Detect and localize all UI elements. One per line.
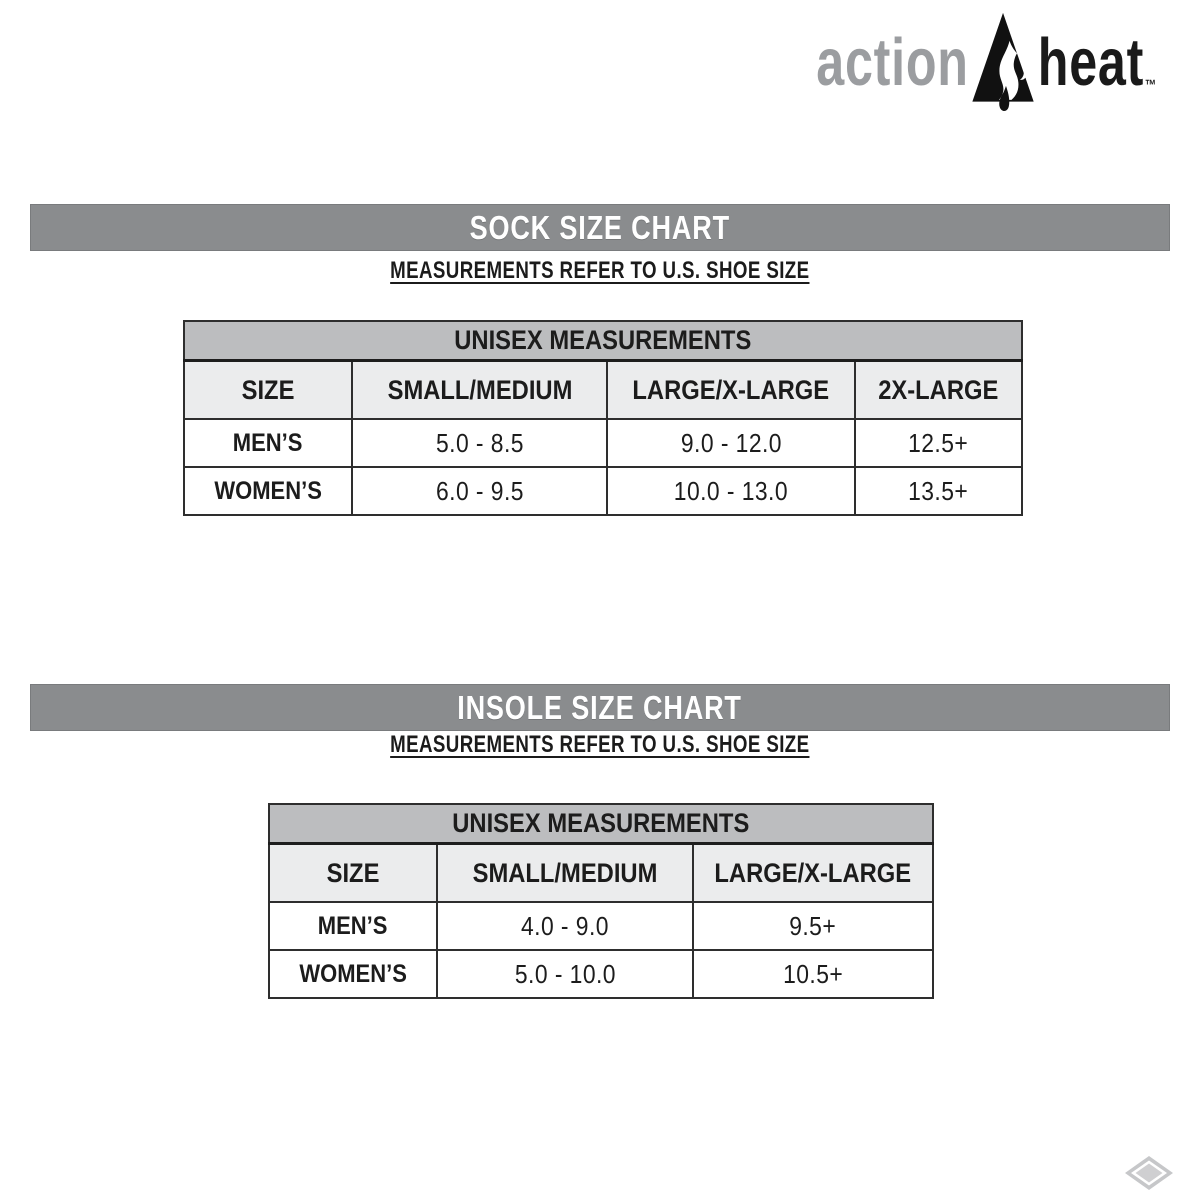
insole-col-small-medium: SMALL/MEDIUM: [437, 844, 693, 903]
diamond-icon: [1124, 1155, 1174, 1191]
insole-table-title: UNISEX MEASUREMENTS: [269, 804, 933, 844]
flame-triangle-icon: [970, 12, 1036, 112]
sock-banner-title: SOCK SIZE CHART: [469, 208, 731, 246]
insole-size-table: [268, 803, 934, 999]
sock-mens-small-medium: 5.0 - 8.5: [352, 419, 607, 467]
logo-heat-text: heat: [1037, 25, 1144, 100]
insole-banner-title: INSOLE SIZE CHART: [457, 688, 743, 726]
sock-mens-large-xlarge: 9.0 - 12.0: [607, 419, 855, 467]
sock-mens-2xlarge: 12.5+: [855, 419, 1022, 467]
insole-row-womens-label: WOMEN’S: [269, 950, 437, 998]
insole-col-large-xlarge: LARGE/X-LARGE: [693, 844, 933, 903]
table-row: [269, 902, 933, 950]
sock-row-womens-label: WOMEN’S: [184, 467, 352, 515]
sock-col-2xlarge: 2X-LARGE: [855, 361, 1022, 420]
sock-col-large-xlarge: LARGE/X-LARGE: [607, 361, 855, 420]
insole-womens-small-medium: 5.0 - 10.0: [437, 950, 693, 998]
sock-table-title: UNISEX MEASUREMENTS: [184, 321, 1022, 361]
table-row: [184, 419, 1022, 467]
insole-mens-small-medium: 4.0 - 9.0: [437, 902, 693, 950]
insole-size-chart-banner: [30, 684, 1170, 731]
sock-col-small-medium: SMALL/MEDIUM: [352, 361, 607, 420]
insole-womens-large-xlarge: 10.5+: [693, 950, 933, 998]
sock-womens-small-medium: 6.0 - 9.5: [352, 467, 607, 515]
sock-womens-large-xlarge: 10.0 - 13.0: [607, 467, 855, 515]
sock-size-chart-banner: [30, 204, 1170, 251]
logo-action-text: action: [816, 25, 969, 100]
sock-womens-2xlarge: 13.5+: [855, 467, 1022, 515]
insole-mens-large-xlarge: 9.5+: [693, 902, 933, 950]
table-row: [269, 950, 933, 998]
insole-col-size: SIZE: [269, 844, 437, 903]
sock-row-mens-label: MEN’S: [184, 419, 352, 467]
insole-measurement-note: MEASUREMENTS REFER TO U.S. SHOE SIZE: [390, 731, 810, 758]
actionheat-logo: [816, 12, 1156, 106]
table-row: [184, 467, 1022, 515]
trademark-symbol: ™: [1144, 77, 1156, 94]
sock-measurement-note: MEASUREMENTS REFER TO U.S. SHOE SIZE: [390, 257, 810, 284]
sock-size-table: [183, 320, 1023, 516]
sock-col-size: SIZE: [184, 361, 352, 420]
insole-row-mens-label: MEN’S: [269, 902, 437, 950]
